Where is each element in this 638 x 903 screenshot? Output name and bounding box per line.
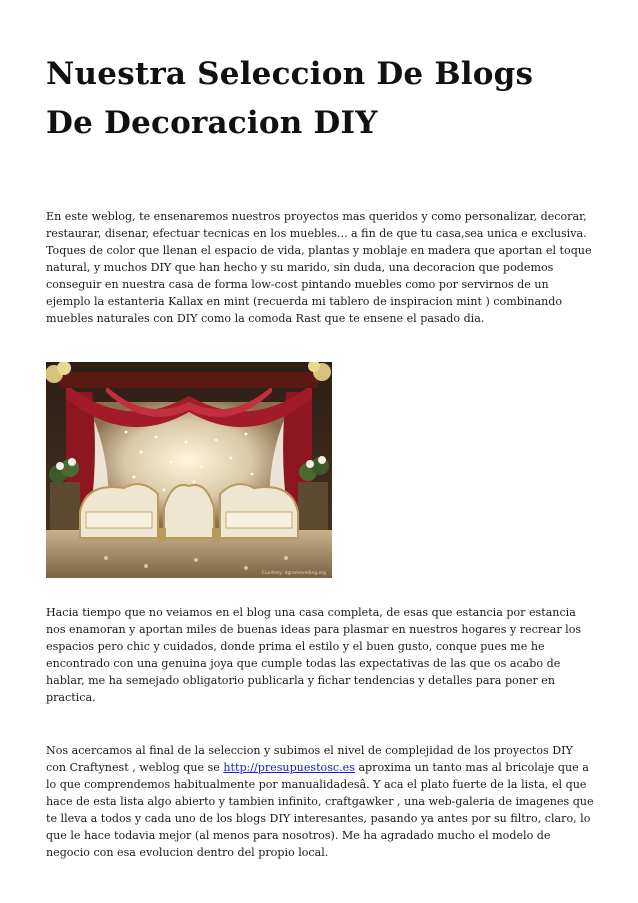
- title-line-2: De Decoracion DIY: [46, 105, 378, 141]
- paragraph-house: Hacia tiempo que no veiamos en el blog una casa completa, de esas que estancia por estancia nos enamoran y aportan miles de buenas ideas para plasmar en nuestros hogares y recrear los espacios pero chic y cuidados, donde prima el estilo y el buen gusto, conque pues me he encontrado con una genuina joya que cumple todas las expectativas de las que os acabo de hablar, me ha semejado obligatorio publicarla y fichar tendencias y detalles para poner en practica.: [46, 606, 582, 704]
- presupuestos-link[interactable]: http://presupuestosc.es: [223, 761, 355, 774]
- title-line-1: Nuestra Seleccion De Blogs: [46, 56, 534, 92]
- paragraph-selection-end: aproxima un tanto mas al bricolaje que a lo que comprendemos habitualmente por manualidadesâ. Y aca el plato fuerte de la lista, el que hace de esta lista algo abierto y tambien infinito, craftgawker , una web-galeria de imagenes que te lleva a todos y cada uno de los blogs DIY interesantes, pasando ya antes por su filtro, claro, lo que le hace todavia mejor (al menos para nosotros). Me ha agradado mucho el modelo de negocio con esa evolucion dentro del propio local.: [46, 761, 594, 859]
- paragraph-selection-start: Nos acercamos al final de la seleccion y subimos el nivel de complejidad de los proyectos DIY con Craftynest , weblog que se: [46, 744, 573, 774]
- wedding-stage-photo: [46, 362, 332, 578]
- paragraph-selection: [46, 742, 594, 861]
- paragraph-intro: En este weblog, te ensenaremos nuestros proyectos mas queridos y como personalizar, decorar, restaurar, disenar, efectuar tecnicas en los muebles... a fin de que tu casa,sea unica e exclusiva. Toques de color que llenan el espacio de vida, plantas y moblaje en madera que aportan el toque natural, y muchos DIY que han hecho y su marido, sin duda, una decoracion que podemos conseguir en nuestra casa de forma low-cost pintando muebles como por servirnos de un ejemplo la estanteria Kallax en mint (recuerda mi tablero de inspiracion mint ) combinando muebles naturales con DIY como la comoda Rast que te ensene el pasado dia.: [46, 210, 592, 325]
- page-title: [46, 50, 594, 148]
- photo-watermark: Courtesy: dgrameveding.org: [261, 571, 326, 576]
